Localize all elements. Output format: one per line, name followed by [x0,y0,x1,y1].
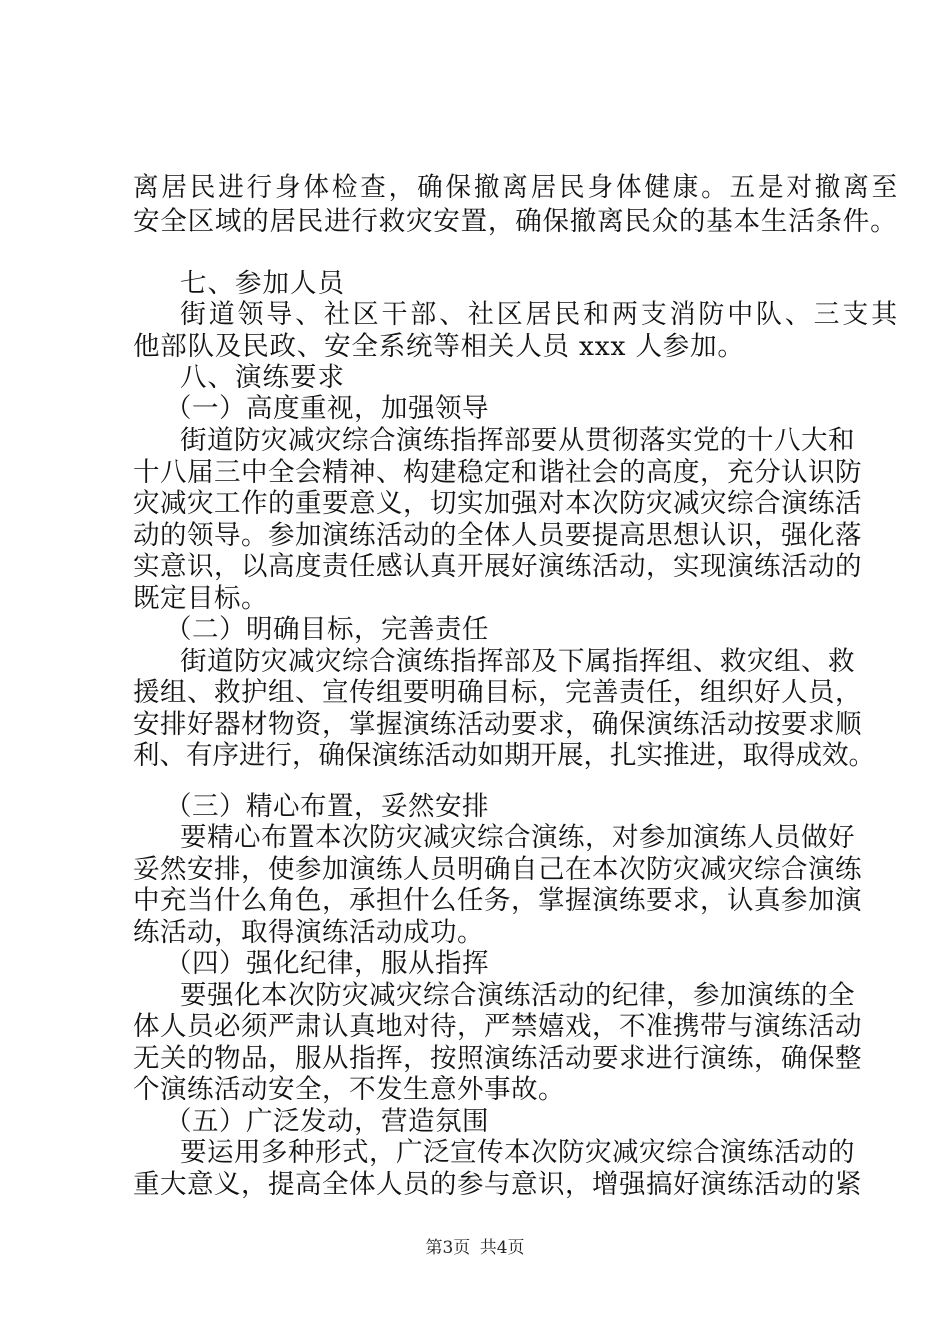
text-line: 要运用多种形式，广泛宣传本次防灾减灾综合演练活动的 [180,1137,855,1168]
text-line: 妥然安排，使参加演练人员明确自己在本次防灾减灾综合演练 [133,854,862,885]
page-footer [0,1236,950,1260]
text-line: 既定目标。 [133,583,268,614]
text-line: 要精心布置本次防灾减灾综合演练，对参加演练人员做好 [180,822,855,853]
page-total: 共4页 [479,1238,525,1258]
text-line: 安排好器材物资，掌握演练活动要求，确保演练活动按要求顺 [133,709,862,740]
section-heading: 八、演练要求 [180,362,345,393]
text-line: 体人员必须严肃认真地对待，严禁嬉戏，不准携带与演练活动 [133,1011,862,1042]
text-line: 练活动，取得演练活动成功。 [133,917,484,948]
text-line: 援组、救护组、宣传组要明确目标，完善责任，组织好人员， [133,677,862,708]
text-line: 重大意义，提高全体人员的参与意识，增强搞好演练活动的紧 [133,1169,862,1200]
section-heading: 七、参加人员 [180,268,345,299]
text-line: 安全区域的居民进行救灾安置，确保撤离民众的基本生活条件。 [133,206,898,237]
text-line: 灾减灾工作的重要意义，切实加强对本次防灾减灾综合演练活 [133,488,862,519]
subsection-heading: （二）明确目标，完善责任 [165,614,489,645]
text-line: 街道防灾减灾综合演练指挥部及下属指挥组、救灾组、救 [180,646,855,677]
text-line: 十八届三中全会精神、构建稳定和谐社会的高度，充分认识防 [133,457,862,488]
subsection-heading: （四）强化纪律，服从指挥 [165,948,489,979]
text-line: 个演练活动安全，不发生意外事故。 [133,1074,565,1105]
text-line: 街道防灾减灾综合演练指挥部要从贯彻落实党的十八大和 [180,425,855,456]
text-line: 他部队及民政、安全系统等相关人员 xxx 人参加。 [133,331,745,362]
text-line: 利、有序进行，确保演练活动如期开展，扎实推进，取得成效。 [133,740,875,771]
text-line: 要强化本次防灾减灾综合演练活动的纪律，参加演练的全 [180,980,855,1011]
subsection-heading: （五）广泛发动，营造氛围 [165,1106,489,1137]
text-line: 实意识，以高度责任感认真开展好演练活动，实现演练活动的 [133,551,862,582]
text-line: 离居民进行身体检查，确保撤离居民身体健康。五是对撤离至 [133,172,901,203]
subsection-heading: （三）精心布置，妥然安排 [165,791,489,822]
text-line: 中充当什么角色，承担什么任务，掌握演练要求，认真参加演 [133,885,862,916]
page-number: 第3页 [425,1238,471,1258]
text-line: 街道领导、社区干部、社区居民和两支消防中队、三支其 [180,299,901,330]
text-line: 动的领导。参加演练活动的全体人员要提高思想认识，强化落 [133,520,862,551]
subsection-heading: （一）高度重视，加强领导 [165,393,489,424]
text-line: 无关的物品，服从指挥，按照演练活动要求进行演练，确保整 [133,1043,862,1074]
